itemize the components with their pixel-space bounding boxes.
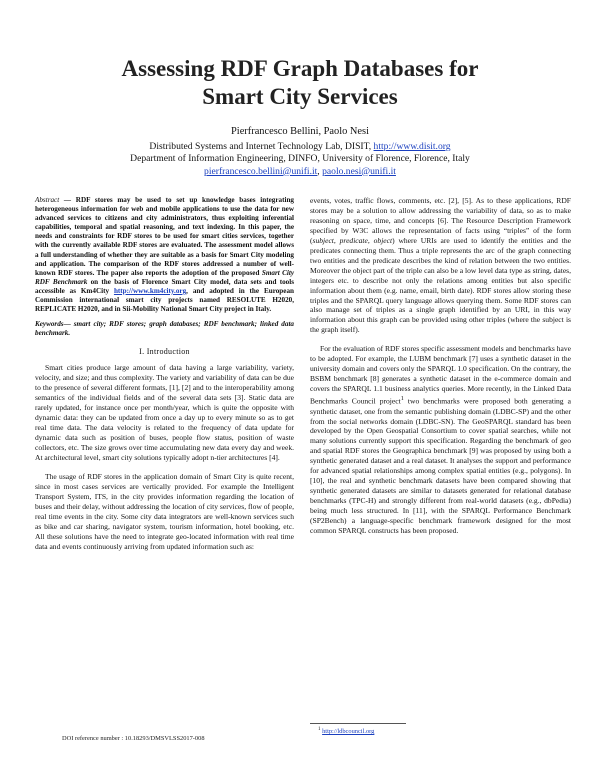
- term-predicate: predicate: [339, 235, 368, 245]
- affiliation-lab-text: Distributed Systems and Internet Technology Lab, DISIT,: [149, 141, 374, 153]
- km4city-link[interactable]: http://www.km4city.org: [113, 286, 187, 295]
- right-p1-text-b: ) where URIs are used to identify the entities and the predicates connecting them. Thus a triple represents the arc of the graph connecting two entities and the predicate describes the kind of relation between the two entities. Moreover the object part of the triple can also be a low level data type as string, dates, integers etc. to describe not only the relations among entities but also specific information about them (e.g. name, email, birth date). RDF stores allow storing these triples and the SPARQL query language allows querying them. Some RDF stores can also manage set of triples as a single graph identified by an URI, in this way information about this graph can be provided using other triples (where the subject is the graph itself).: [310, 235, 572, 335]
- abstract-lead: Abstract: [35, 196, 60, 204]
- abstract-text-3: , and adopted in the European Commission international smart city projects named RESOLUTE H2020, REPLICATE H2020, and in Sii-Mobility National Smart City project in Italy.: [35, 286, 294, 314]
- footnote-reference: 1: [400, 395, 404, 403]
- author-emails: [40, 166, 560, 178]
- ldbc-link[interactable]: http://ldbcouncil.org: [322, 728, 375, 736]
- term-object: object: [373, 235, 393, 245]
- email-link-nesi[interactable]: paolo.nesi@unifi.it: [322, 165, 396, 177]
- right-p1-text-a: events, votes, traffic flows, comments, etc. [2], [5]. As to these applications, RDF stores may be a solution to allow addressing the variability of data, so as to make reasoning on space, time, and concepts [6]. The Resource Description Framework specified by W3C allows the representation of facts using “triples” of the form (: [310, 196, 571, 245]
- email-separator: ,: [317, 165, 323, 177]
- paper-title: [40, 55, 560, 111]
- footnote-rule: [310, 723, 406, 724]
- author-block: [40, 126, 560, 178]
- footnote: [318, 727, 374, 735]
- right-p2-text-b: two benchmarks were proposed both generating a synthetic dataset, one from the semantic publishing domain (LDBC-SP) and the other from the social networks domain (LDBC-SN). The GeoSPARQL standard has been developed by the Open Geospatial Consortium to cover spatial searches, while not many solutions currently support this specification. Regarding the benchmark of geo and spatial RDF stores the Geographica benchmark [9] was proposed by using both a synthetic generated dataset and a real dataset. It analyses the support and performance for advanced spatial relationships among complex spatial entities (e.g., polygons). In [10], the real and synthetic benchmark datasets have been compared showing that synthetic generated datasets are similar to datasets generated for relational database benchmarks (TPC-H) and strongly different from real-world datasets (e.g., dbPedia) being much less structured. In [11], with the SPARQL Performance Benchmark (SP2Bench) a language-specific benchmark framework designed for the most common SPARQL constructs has been proposed.: [310, 396, 571, 536]
- abstract-text-2: on the basis of Florence Smart City model, data sets and tools accessible as Km4City: [35, 277, 294, 295]
- section-heading-introduction: I. Introduction: [139, 347, 190, 357]
- affiliation-department: Department of Information Engineering, DINFO, University of Florence, Florence, Italy: [130, 153, 470, 165]
- keywords: Keywords— smart city; RDF stores; graph databases; RDF benchmark; linked data benchmark.: [35, 320, 294, 338]
- abstract: [35, 196, 294, 314]
- footnote-mark: 1: [318, 727, 321, 732]
- right-paragraph-1: [310, 196, 571, 335]
- term-subject: subject: [312, 235, 334, 245]
- abstract-italic-benchmark: Smart City RDF Benchmark: [35, 268, 295, 286]
- intro-paragraph-1: Smart cities produce large amount of data having a large variability, variety, velocity, and size; and thus complexity. The variety and variability of data can be due to the presence of several different formats, [1], [2] and to the interoperability among semantics of the individual fields and of the several data sets [3]. Static data are rarely updated, for instance once per month/year, which is quite the opposite with dynamic data: they can be updated from once a day up to every minute so as to get real time data. The data velocity is related to the frequency of data update for dynamic data such as position of buses, people flow status, position of waste collectors, etc. The size grows over time accumulating new data every day and week. At architectural level, smart city solutions typically adopt n-tier architectures [4].: [35, 363, 294, 462]
- left-column: [35, 196, 294, 552]
- right-p1-comma-2: ,: [367, 235, 374, 245]
- title-line-1: Assessing RDF Graph Databases for: [121, 56, 479, 81]
- right-p1-comma-1: ,: [333, 235, 340, 245]
- right-paragraph-2: [310, 344, 571, 536]
- email-link-bellini[interactable]: pierfrancesco.bellini@unifi.it: [204, 165, 318, 177]
- author-names: Pierfrancesco Bellini, Paolo Nesi: [231, 126, 369, 137]
- doi-reference: DOI reference number : 10.18293/DMSVLSS2017-008: [62, 735, 205, 742]
- right-column: [310, 196, 571, 536]
- affiliation-lab: [40, 141, 560, 153]
- abstract-text-1: — RDF stores may be used to set up knowledge bases integrating heterogeneous information for web and mobile applications to use the data for new advanced services to citizens and city administrators, thus exploiting inferential capabilities, temporal and spatial reasoning, and text indexing. In this paper, the needs and constraints for RDF stores to be used for smart cities services, together with the currently available RDF stores are evaluated. The assessment model allows a full understanding of whether they are suitable as a basis for Smart City modeling and application. The comparison of the RDF stores addressed a number of well-known RDF stores. The paper also reports the adoption of the proposed: [35, 196, 294, 277]
- right-p2-text-a: For the evaluation of RDF stores specific assessment models and benchmarks have to be adopted. For example, the LUBM benchmark [7] uses a synthetic dataset in the university domain and covers only the SPARQL 1.0 specification. On the contrary, the BSBM benchmark [8] generates a synthetic dataset in the e-commerce domain and covers the SPARQL 1.1 business analytics queries. More recently, in the Linked Data Benchmarks Council project: [310, 344, 571, 406]
- intro-paragraph-2: The usage of RDF stores in the application domain of Smart City is quite recent, since in most cases services are vertically provided. For example the Intelligent Transport System, ITS, in the city provides information regarding the location of buses and their delay, without addressing the location of city services, flow of people, real time events in the city. Some city data integrators are well-known services such as bike and car sharing, navigator system, tourism information, hotel booking, etc. All these solutions have the need to integrate geo-located information with real time data and events continuously arriving from updated information such as:: [35, 471, 294, 551]
- disit-link[interactable]: http://www.disit.org: [373, 141, 451, 153]
- title-line-2: Smart City Services: [202, 84, 398, 109]
